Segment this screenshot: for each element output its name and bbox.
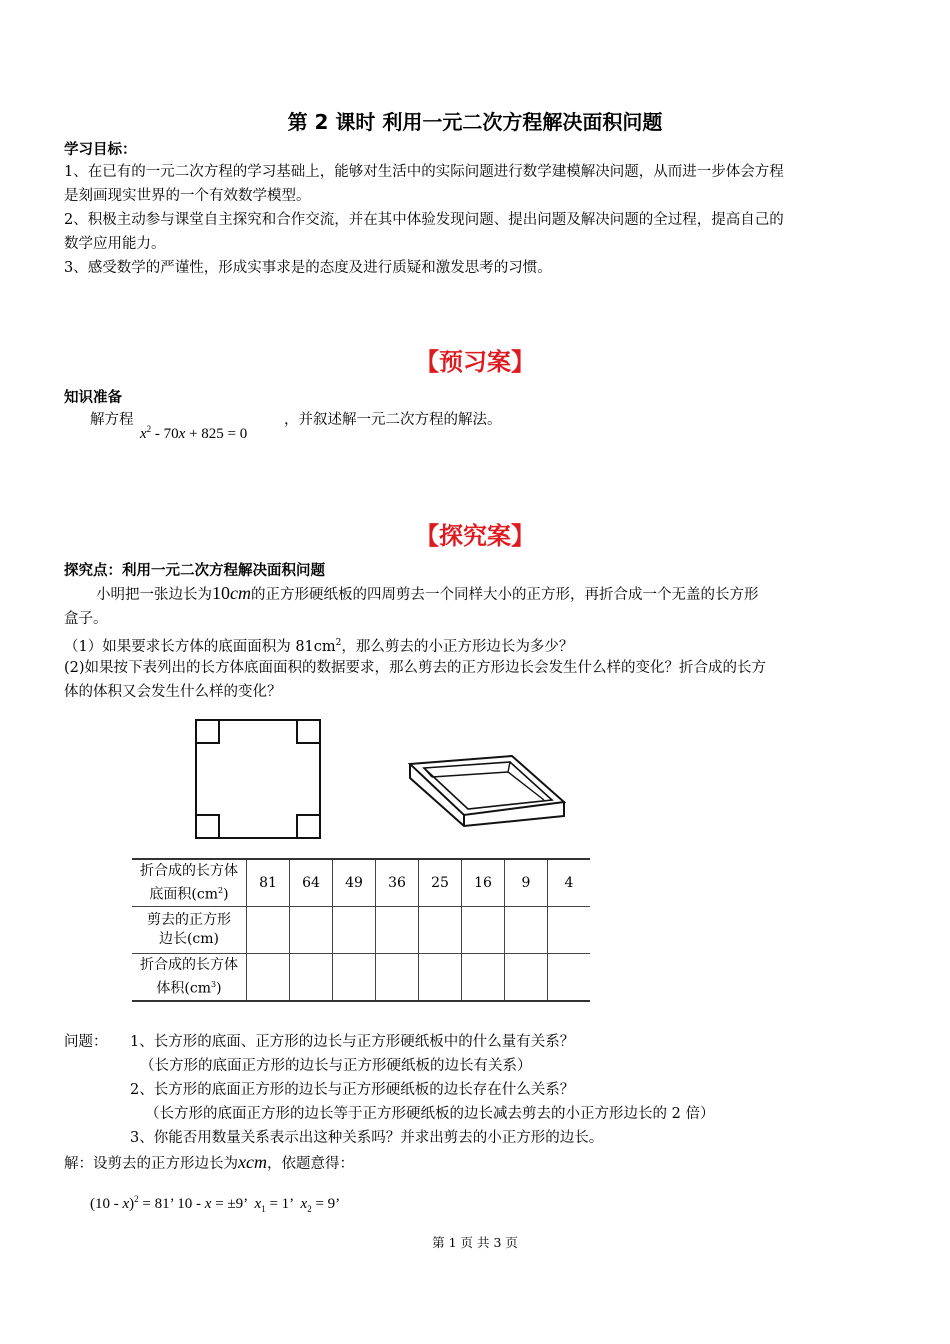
row-label-text: 折合成的长方体 (140, 862, 238, 879)
row-label-cut-length (132, 907, 247, 954)
question-2-line-1: (2)如果按下表列出的长方体底面面积的数据要求，那么剪去的正方形边长会发生什么样的变化？折合成的长方 (64, 660, 767, 676)
question-1 (64, 631, 573, 659)
table-cell: 36 (376, 859, 419, 907)
solution-equation: (10 - x)$^2$ = 81’ 10 - x = ±9’ $x_1 = 1$’ $x_2 = 9$’ (90, 1194, 341, 1214)
objectives-heading: 学习目标： (64, 142, 137, 158)
objective-item-2-line-1: 2、积极主动参与课堂自主探究和合作交流，并在其中体验发现问题、提出问题及解决问题的全过程，提高自己的 (64, 212, 784, 228)
equation-preview: $x^2 - 70x + 825 = 0$ (140, 424, 248, 442)
question-1-tail: ，那么剪去的小正方形边长为多少？ (341, 638, 574, 655)
unit-sup: 2 (218, 885, 224, 895)
preview-banner: 【预习案】 (415, 348, 535, 376)
problem-line-2: 盒子。 (64, 611, 108, 627)
row-label-base-area (132, 859, 247, 907)
problem-length: 10 (212, 583, 230, 603)
page-footer: 第 1 页 共 3 页 (432, 1235, 518, 1250)
table-cell (505, 907, 548, 954)
table-cell: 16 (462, 859, 505, 907)
knowledge-heading: 知识准备 (64, 390, 122, 406)
answer-a2: （长方形的底面正方形的边长等于正方形硬纸板的边长减去剪去的小正方形边长的 2 倍） (145, 1106, 715, 1122)
solution-suffix: ，依题意得： (267, 1156, 354, 1172)
solution-var: x (238, 1152, 246, 1172)
table-cell (333, 954, 376, 1002)
preview-task-suffix: ，并叙述解一元二次方程的解法。 (284, 412, 502, 428)
table-cell (462, 954, 505, 1002)
question-1-text: （1）如果要求长方体的底面面积为 81cm (64, 638, 336, 655)
table-cell (505, 954, 548, 1002)
objective-item-1-line-2: 是刻画现实世界的一个有效数学模型。 (64, 188, 311, 204)
problem-unit: cm (230, 583, 251, 603)
unit-sup: 3 (211, 979, 217, 989)
table-cell (419, 954, 462, 1002)
unit-close: ) (216, 980, 222, 997)
row-label-unit: 边长(cm) (158, 931, 220, 947)
table-cell: 9 (505, 859, 548, 907)
objective-item-3: 3、感受数学的严谨性，形成实事求是的态度及进行质疑和激发思考的习惯。 (64, 260, 552, 276)
question-q2: 2、长方形的底面正方形的边长与正方形硬纸板的边长存在什么关系？ (130, 1082, 575, 1098)
explore-banner: 【探究案】 (415, 522, 535, 550)
table-cell: 49 (333, 859, 376, 907)
table-cell (247, 954, 290, 1002)
table-cell (290, 907, 333, 954)
row-label-volume (132, 954, 247, 1002)
row-label-text: 剪去的正方形 (147, 912, 231, 928)
table-cell: 4 (548, 859, 591, 907)
answer-a1: （长方形的底面正方形的边长与正方形硬纸板的边长有关系） (140, 1058, 532, 1074)
row-label-unit (132, 881, 246, 905)
preview-task-prefix: 解方程 (90, 412, 134, 428)
table-row-volume (132, 954, 590, 1002)
page-title: 第 2 课时 利用一元二次方程解决面积问题 (287, 110, 663, 134)
cut-square-figure (190, 716, 326, 842)
data-table (132, 858, 590, 1002)
problem-text-b: 的正方形硬纸板的四周剪去一个同样大小的正方形，再折合成一个无盖的长方形 (251, 587, 759, 603)
solution-prefix: 解：设剪去的正方形边长为 (64, 1156, 238, 1172)
question-q1: 1、长方形的底面、正方形的边长与正方形硬纸板中的什么量有关系？ (130, 1034, 575, 1050)
problem-text-a: 小明把一张边长为 (96, 587, 212, 603)
question-q3: 3、你能否用数量关系表示出这种关系吗？并求出剪去的小正方形的边长。 (130, 1130, 604, 1146)
solution-unit: cm (246, 1152, 267, 1172)
unit-text: 底面积(cm (149, 886, 218, 903)
question-2 (64, 656, 894, 704)
row-label-text: 折合成的长方体 (140, 956, 238, 973)
questions-label: 问题： (64, 1034, 108, 1050)
question-2-line-2: 体的体积又会发生什么样的变化？ (64, 684, 282, 700)
objectives-list (64, 160, 894, 280)
table-cell (333, 907, 376, 954)
open-box-figure (404, 752, 570, 828)
table-cell (462, 907, 505, 954)
table-cell: 81 (247, 859, 290, 907)
table-cell (548, 954, 591, 1002)
solution-intro (64, 1150, 354, 1176)
unit-close: ) (223, 886, 229, 903)
table-row-cut-length (132, 907, 590, 954)
question-1-sup: 2 (335, 638, 342, 648)
explore-heading: 探究点：利用一元二次方程解决面积问题 (64, 563, 325, 579)
objective-item-2-line-2: 数学应用能力。 (64, 236, 166, 252)
problem-line-1 (96, 581, 896, 607)
table-cell (376, 907, 419, 954)
table-cell: 64 (290, 859, 333, 907)
unit-text: 体积(cm (156, 980, 211, 997)
table-cell (419, 907, 462, 954)
row-label-unit (132, 975, 246, 999)
table-cell (247, 907, 290, 954)
objective-item-1-line-1: 1、在已有的一元二次方程的学习基础上，能够对生活中的实际问题进行数学建模解决问题，从而进一步体会方程 (64, 164, 784, 180)
table-row-base-area (132, 859, 590, 907)
table-cell (290, 954, 333, 1002)
table-cell (548, 907, 591, 954)
table-cell (376, 954, 419, 1002)
table-cell: 25 (419, 859, 462, 907)
